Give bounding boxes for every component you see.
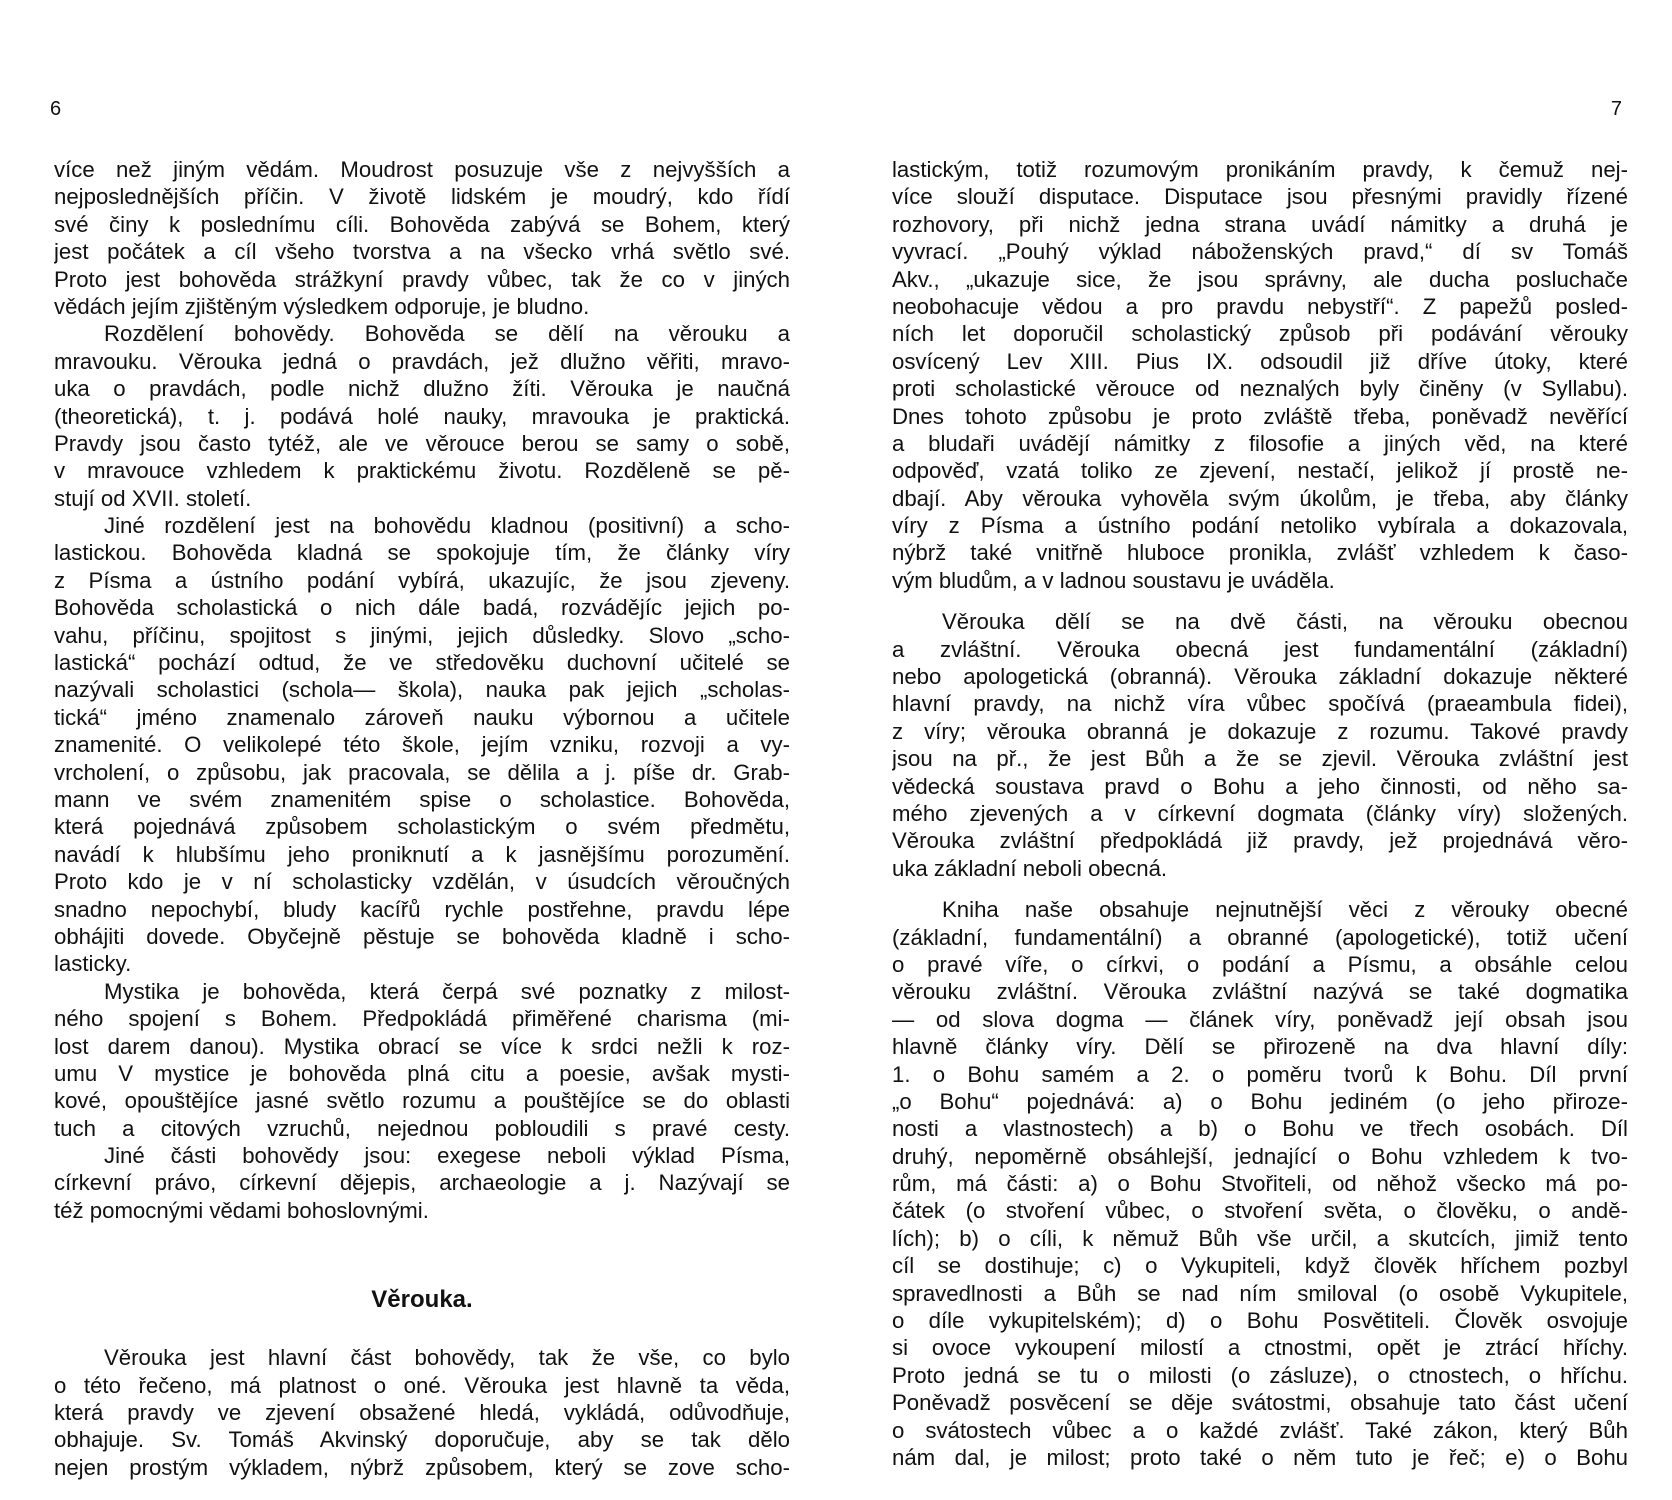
text-line: o svátostech vůbec a o každé zvlášť. Také zákon, který Bůh [892,1417,1628,1443]
page-number: 7 [1610,98,1622,120]
text-line: věrouku zvláštní. Věrouka zvláštní nazývá se také dogmatika [892,979,1628,1005]
text-line: nýbrž také vnitřně hluboce pronikla, zvlášť vzhledem k časo- [892,540,1628,566]
text-line: která pravdy ve zjevení obsažené hledá, vykládá, odůvodňuje, [54,1400,790,1426]
text-line: Akv., „ukazuje sice, že jsou správny, ale ducha posluchače [892,266,1628,292]
text-line: si ovoce vykoupení milostí a ctnostmi, opět je ztrácí hříchy. [892,1335,1628,1361]
text-line: proti scholastické věrouce od neznalých byly činěny (v Syllabu). [892,376,1628,402]
text-line: druhý, nepoměrně obsáhlejší, jednající o Bohu vzhledem k tvo- [892,1143,1628,1169]
text-line: čátek (o stvoření vůbec, o stvoření světa, o člověku, o andě- [892,1198,1628,1224]
text-line: dbají. Aby věrouka vyhověla svým úkolům, je třeba, aby články [892,485,1628,511]
text-line: (theoretická), t. j. podává holé nauky, mravouka je praktická. [54,403,790,429]
text-line: neobohacuje vědou a pro pravdu nebystří“. Z papežů posled- [892,293,1628,319]
text-line: uka základní neboli obecná. [892,855,1168,881]
text-line: (základní, fundamentální) a obranné (apologetické), totiž učení [892,924,1628,950]
text-line: v mravouce vzhledem k praktickému životu. Rozděleně se pě- [54,458,790,484]
text-line: tuch a citových vzruchů, nejednou pobloudili s pravé cesty. [54,1115,790,1141]
text-line: Kniha naše obsahuje nejnutnější věci z věrouky obecné [942,897,1628,923]
text-line: nám dal, je milost; proto také o něm tuto je řeč; e) o Bohu [892,1444,1628,1470]
text-block [54,1344,790,1481]
text-line: stují od XVII. století. [54,485,252,511]
text-line: obhájiti dovede. Obyčejně pěstuje se bohověda kladně i scho- [54,923,790,949]
text-line: ních let doporučil scholastický způsob při podávání věrouky [892,321,1628,347]
text-line: o díle vykupitelském); d) o Bohu Posvětiteli. Člověk osvojuje [892,1308,1628,1334]
text-line: nosti a vlastnostech) a b) o Bohu ve třech osobách. Díl [892,1116,1628,1142]
text-line: vahu, příčinu, spojitost s jinými, jejich důsledky. Slovo „scho- [54,622,790,648]
text-line: rům, má části: a) o Bohu Stvořiteli, od něhož všecko má po- [892,1171,1628,1197]
text-line: — od slova dogma — článek víry, poněvadž její obsah jsou [892,1006,1628,1032]
text-line: uka o pravdách, podle nichž dlužno žíti. Věrouka je naučná [54,376,790,402]
text-line: nejen prostým výkladem, nýbrž způsobem, který se zove scho- [54,1454,790,1480]
text-line: vým bludům, a v ladnou soustavu je uváděla. [892,567,1335,593]
text-line: Proto kdo je v ní scholasticky vzdělán, v úsudcích věroučných [54,869,790,895]
text-line: Mystika je bohověda, která čerpá své poznatky z milost- [104,978,790,1004]
text-line: tická“ jméno znamenalo zároveň nauku výbornou a učitele [54,704,790,730]
text-line: která pojednává způsobem scholastickým o svém předmětu, [54,814,790,840]
text-line: nejposlednějších příčin. V životě lidském je moudrý, kdo řídí [54,184,790,210]
text-line: vědách jejím zjištěným výsledkem odporuje, je bludno. [54,293,590,319]
text-line: mann ve svém znamenitém spise o scholastice. Bohověda, [54,786,790,812]
text-line: Poněvadž posvěcení se děje svátostmi, obsahuje tato část učení [892,1390,1628,1416]
text-line: Pravdy jsou často tytéž, ale ve věrouce berou se samy o sobě, [54,430,790,456]
text-line: vědecká soustava pravd o Bohu a jeho činnosti, od něho sa- [892,773,1628,799]
right-text-column [892,156,1628,1471]
text-line: o této řečeno, má platnost o oné. Věrouka jest hlavně ta věda, [54,1372,790,1398]
page-number: 6 [50,98,62,120]
text-line: lost darem danou). Mystika obrací se více k srdci nežli k roz- [54,1033,790,1059]
text-line: „o Bohu“ pojednává: a) o Bohu jediném (o jeho přiroze- [892,1088,1628,1114]
text-line: více než jiným vědám. Moudrost posuzuje vše z nejvyšších a [54,157,790,182]
text-line: vyvrací. „Pouhý výklad náboženských pravd,“ dí sv Tomáš [892,239,1628,265]
text-line: své činy k poslednímu cíli. Bohověda zabývá se Bohem, který [54,211,790,237]
text-line: o pravé víře, o církvi, o podání a Písmu, a obsáhle celou [892,951,1628,977]
text-block [892,156,1628,594]
text-line: lastickým, totiž rozumovým pronikáním pravdy, k čemuž nej- [892,157,1628,182]
text-line: více slouží disputace. Disputace jsou přesnými pravidly řízené [892,184,1628,210]
text-block [892,608,1628,882]
text-line: snadno nepochybí, bludy kacířů rychle postřehne, pravdu lépe [54,896,790,922]
right-page [836,0,1672,1500]
text-line: Věrouka dělí se na dvě části, na věrouku obecnou [942,609,1628,635]
text-block [892,896,1628,1471]
text-line: a zvláštní. Věrouka obecná jest fundamentální (základní) [892,636,1628,662]
text-line: z Písma a ústního podání vybírá, ukazujíc, že jsou zjeveny. [54,567,790,593]
text-line: Proto jest bohověda strážkyní pravdy vůbec, tak že co v jiných [54,266,790,292]
text-line: jest počátek a cíl všeho tvorstva a na všecko vrhá světlo své. [54,239,790,265]
text-line: lastická“ pochází odtud, že ve středověku duchovní učitelé se [54,650,790,676]
text-line: a bludaři uvádějí námitky z filosofie a jiných věd, na které [892,430,1628,456]
text-line: nebo apologetická (obranná). Věrouka základní dokazuje některé [892,664,1628,690]
text-line: kové, opouštějíce jasné světlo rozumu a pouštějíce se do oblasti [54,1088,790,1114]
text-line: cíl se dostihuje; c) o Vykupiteli, když člověk hříchem pozbyl [892,1253,1628,1279]
text-line: církevní právo, církevní dějepis, archaeologie a j. Nazývají se [54,1170,790,1196]
text-line: mého zjevených a v církevní dogmata (články víry) složených. [892,800,1628,826]
text-line: spravedlnosti a Bůh se nad ním smiloval (o osobě Vykupitele, [892,1280,1628,1306]
left-text-column [54,156,790,1481]
text-line: vrcholení, o způsobu, jak pracovala, se dělila a j. píše dr. Grab- [54,759,790,785]
text-line: hlavní pravdy, na nichž víra vůbec spočívá (praeambula fidei), [892,691,1628,717]
text-line: ného spojení s Bohem. Předpokládá přiměřené charisma (mi- [54,1006,790,1032]
text-line: 1. o Bohu samém a 2. o poměru tvorů k Bohu. Díl první [892,1061,1628,1087]
text-line: Jiné části bohovědy jsou: exegese neboli výklad Písma, [104,1143,790,1169]
text-line: lasticky. [54,951,132,977]
text-line: lastickou. Bohověda kladná se spokojuje tím, že články víry [54,540,790,566]
text-line: Proto jedná se tu o milosti (o zásluze), o ctnostech, o hříchu. [892,1362,1628,1388]
text-line: mravouku. Věrouka jedná o pravdách, jež dlužno věřiti, mravo- [54,348,790,374]
text-line: Dnes tohoto způsobu je proto zvláště třeba, poněvadž nevěřící [892,403,1628,429]
text-line: znamenité. O velikolepé této škole, jejím vzniku, rozvoji a vy- [54,732,790,758]
text-line: též pomocnými vědami bohoslovnými. [54,1197,429,1223]
text-line: Bohověda scholastická o nich dále badá, rozvádějíc jejich po- [54,595,790,621]
text-line: obhajuje. Sv. Tomáš Akvinský doporučuje, aby se tak dělo [54,1427,790,1453]
text-line: nazývali scholastici (schola— škola), nauka pak jejich „scholas- [54,677,790,703]
text-line: Rozdělení bohovědy. Bohověda se dělí na věrouku a [104,321,790,347]
text-line: navádí k hlubšímu jeho proniknutí a k jasnějšímu porozumění. [54,841,790,867]
text-line: odpověď, vzatá toliko ze zjevení, nestačí, jelikož jí prostě ne- [892,458,1628,484]
text-line: rozhovory, při nichž jedna strana uvádí námitky a druhá je [892,211,1628,237]
text-line: umu V mystice je bohověda plná citu a poesie, avšak mysti- [54,1060,790,1086]
text-line: Věrouka zvláštní předpokládá již pravdy, jež projednává věro- [892,828,1628,854]
text-line: víry z Písma a ústního podání netoliko vybírala a dokazovala, [892,513,1628,539]
text-line: z víry; věrouka obranná je dokazuje z rozumu. Takové pravdy [892,718,1628,744]
text-line: Jiné rozdělení jest na bohovědu kladnou (positivní) a scho- [104,513,790,539]
text-line: Věrouka jest hlavní část bohovědy, tak že vše, co bylo [104,1345,790,1371]
text-line: jsou na př., že jest Bůh a že se zjevil. Věrouka zvláštní jest [892,746,1628,772]
text-block [54,156,790,1224]
text-line: lích); b) o cíli, k němuž Bůh vše určil, a skutcích, jimiž tento [892,1225,1628,1251]
section-heading: Věrouka. [371,1286,473,1314]
text-line: hlavně články víry. Dělí se přirozeně na dva hlavní díly: [892,1034,1628,1060]
text-line: osvícený Lev XIII. Pius IX. odsoudil již dříve útoky, které [892,348,1628,374]
